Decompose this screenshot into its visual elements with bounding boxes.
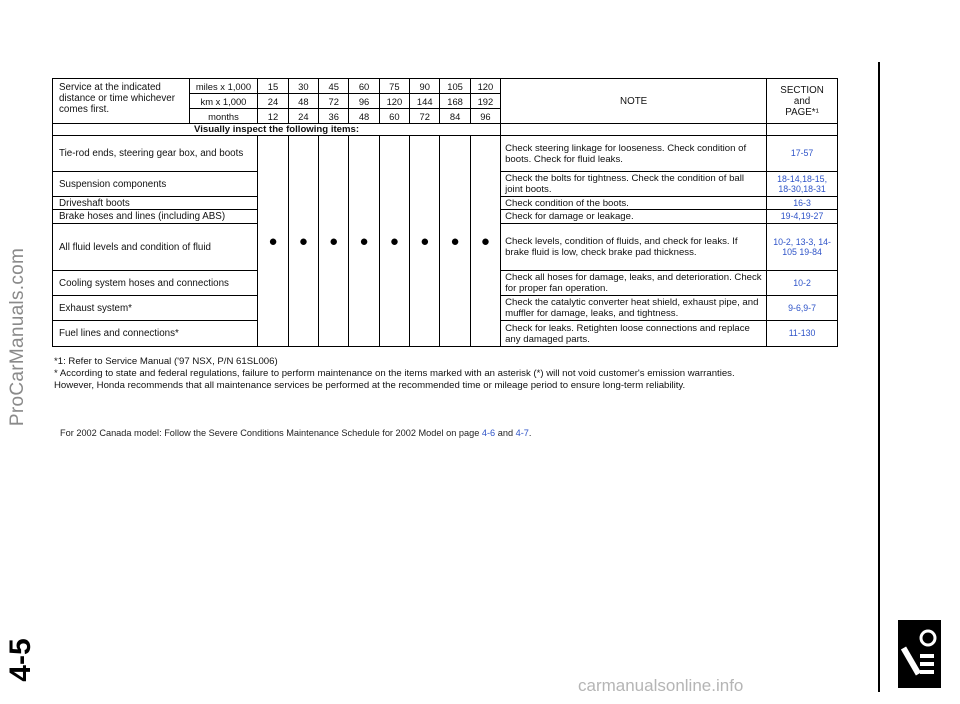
- service-dot: ●: [349, 136, 379, 347]
- footnote-emission-cont: However, Honda recommends that all maintenance services be performed at the recommended time or mileage period to ensure long-term reliability.: [54, 380, 686, 391]
- months-cell: 36: [319, 109, 349, 124]
- service-dot: ●: [319, 136, 349, 347]
- item-name: Exhaust system*: [53, 296, 258, 321]
- item-name: Cooling system hoses and connections: [53, 271, 258, 296]
- section-header: [767, 79, 838, 124]
- km-cell: 96: [349, 94, 379, 109]
- miles-cell: 30: [288, 79, 318, 94]
- months-cell: 72: [410, 109, 440, 124]
- item-note: Check condition of the boots.: [501, 197, 767, 210]
- km-cell: 72: [319, 94, 349, 109]
- item-note: Check the bolts for tightness. Check the condition of ball joint boots.: [501, 172, 767, 197]
- miles-cell: 75: [379, 79, 409, 94]
- service-dot: ●: [470, 136, 500, 347]
- interval-label-km: km x 1,000: [189, 94, 258, 109]
- intro-text: Service at the indicated distance or time whichever comes first.: [53, 79, 190, 124]
- item-page-ref[interactable]: 17-57: [767, 136, 838, 172]
- months-cell: 12: [258, 109, 288, 124]
- page-link-4-7[interactable]: 4-7: [515, 428, 529, 438]
- item-name: Fuel lines and connections*: [53, 321, 258, 347]
- interval-label-miles: miles x 1,000: [189, 79, 258, 94]
- months-cell: 24: [288, 109, 318, 124]
- km-cell: 192: [470, 94, 500, 109]
- footnote-ref: *1: Refer to Service Manual ('97 NSX, P/N 61SL006): [54, 356, 278, 367]
- item-page-ref[interactable]: 19-4,19-27: [767, 210, 838, 224]
- item-page-ref[interactable]: 9-6,9-7: [767, 296, 838, 321]
- service-dot: ●: [379, 136, 409, 347]
- item-note: Check levels, condition of fluids, and check for leaks. If brake fluid is low, check brake pad thickness.: [501, 224, 767, 271]
- section-header-line: SECTION: [780, 84, 824, 96]
- item-note: Check the catalytic converter heat shield, exhaust pipe, and muffler for damage, leaks, and tightness.: [501, 296, 767, 321]
- item-page-ref[interactable]: 18-14,18-15, 18-30,18-31: [767, 172, 838, 197]
- km-cell: 168: [440, 94, 470, 109]
- maintenance-tab-icon: [898, 620, 941, 688]
- item-page-ref[interactable]: 16-3: [767, 197, 838, 210]
- service-dot: ●: [258, 136, 288, 347]
- section-header-line: and: [793, 95, 811, 107]
- note-header: NOTE: [501, 79, 767, 124]
- item-note: Check steering linkage for looseness. Check condition of boots. Check for fluid leaks.: [501, 136, 767, 172]
- item-note: Check all hoses for damage, leaks, and deterioration. Check for proper fan operation.: [501, 271, 767, 296]
- page-number: 4-5: [4, 638, 37, 682]
- months-cell: 84: [440, 109, 470, 124]
- miles-cell: 45: [319, 79, 349, 94]
- maintenance-schedule-table: [52, 78, 838, 347]
- miles-cell: 105: [440, 79, 470, 94]
- km-cell: 48: [288, 94, 318, 109]
- service-dot: ●: [440, 136, 470, 347]
- item-page-ref[interactable]: 11-130: [767, 321, 838, 347]
- item-name: Tie-rod ends, steering gear box, and boots: [53, 136, 258, 172]
- item-name: Driveshaft boots: [53, 197, 258, 210]
- miles-cell: 120: [470, 79, 500, 94]
- footnote-emission: * According to state and federal regulations, failure to perform maintenance on the items marked with an asterisk (*) will not void customer's emission warranties.: [54, 368, 735, 379]
- inspect-subheader: Visually inspect the following items:: [53, 124, 501, 136]
- months-cell: 60: [379, 109, 409, 124]
- item-page-ref[interactable]: 10-2, 13-3, 14-105 19-84: [767, 224, 838, 271]
- miles-cell: 15: [258, 79, 288, 94]
- canada-note-and: and: [497, 428, 514, 438]
- service-dot: ●: [410, 136, 440, 347]
- interval-label-months: months: [189, 109, 258, 124]
- page-link-4-6[interactable]: 4-6: [481, 428, 496, 438]
- item-name: Suspension components: [53, 172, 258, 197]
- km-cell: 24: [258, 94, 288, 109]
- item-note: Check for damage or leakage.: [501, 210, 767, 224]
- canada-note-text: For 2002 Canada model: Follow the Severe Conditions Maintenance Schedule for 2002 Model on page: [60, 428, 480, 438]
- watermark-left: ProCarManuals.com: [7, 247, 28, 427]
- subheader-note-blank: [501, 124, 767, 136]
- miles-cell: 90: [410, 79, 440, 94]
- item-name: All fluid levels and condition of fluid: [53, 224, 258, 271]
- subheader-section-blank: [767, 124, 838, 136]
- item-page-ref[interactable]: 10-2: [767, 271, 838, 296]
- margin-rule: [878, 62, 880, 692]
- miles-cell: 60: [349, 79, 379, 94]
- km-cell: 144: [410, 94, 440, 109]
- item-note: Check for leaks. Retighten loose connections and replace any damaged parts.: [501, 321, 767, 347]
- service-dot: ●: [288, 136, 318, 347]
- section-header-line: PAGE*¹: [785, 106, 819, 118]
- months-cell: 96: [470, 109, 500, 124]
- km-cell: 120: [379, 94, 409, 109]
- watermark-bottom: carmanualsonline.info: [578, 676, 744, 695]
- canada-note: [60, 428, 531, 438]
- item-name: Brake hoses and lines (including ABS): [53, 210, 258, 224]
- canada-note-end: .: [528, 428, 532, 438]
- months-cell: 48: [349, 109, 379, 124]
